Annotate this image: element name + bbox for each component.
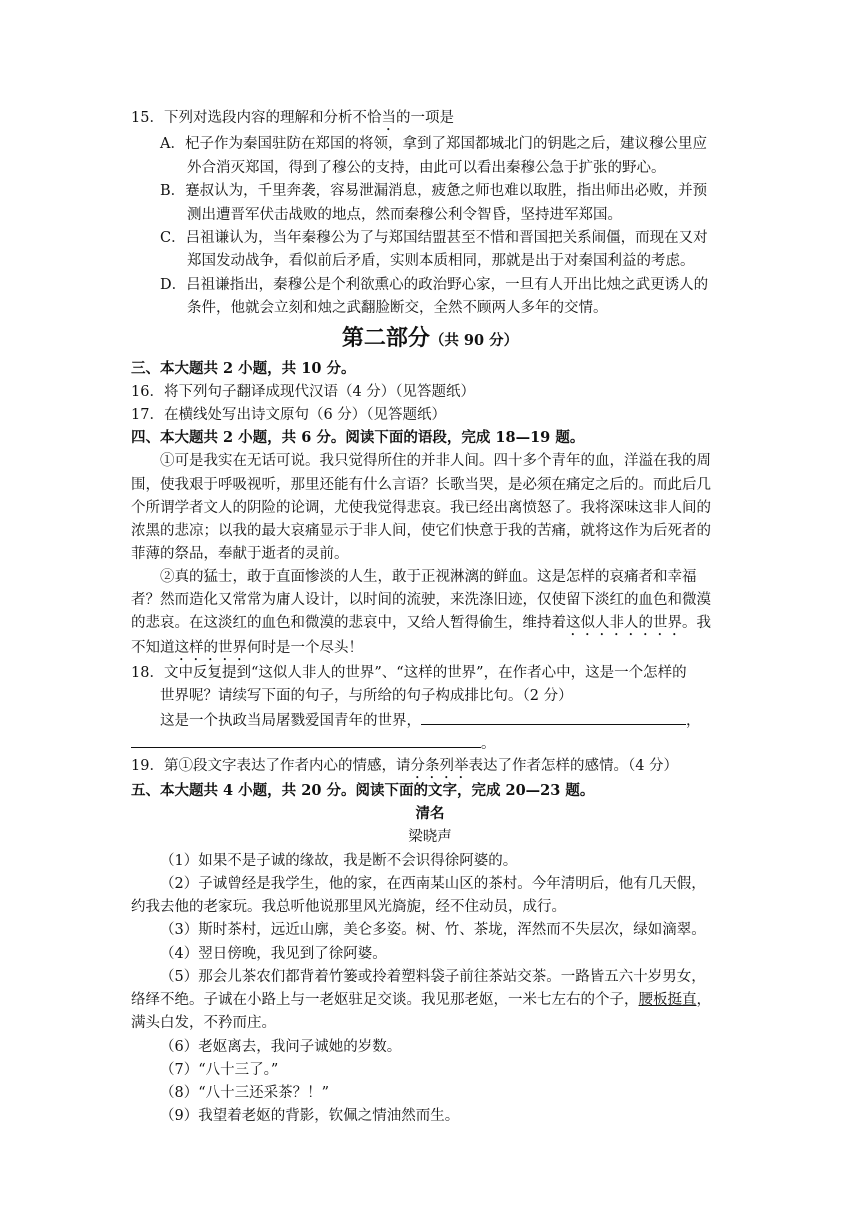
passage-p1-line2: 围，使我艰于呼吸视听，那里还能有什么言语？长歌当哭，是必须在痛定之后的。而此后几 [131, 477, 711, 493]
passage-p2-line4-end: 何时是一个尽头！ [247, 640, 363, 656]
q18-line1: 18．文中反复提到“这似人非人的世界”、“这样的世界”，在作者心中，这是一个怎样的 [131, 665, 687, 681]
passage-p1-line4: 浓黑的悲凉；以我的最大哀痛显示于非人间，使它们快意于我的苦痛，就将这作为后死者的 [131, 523, 711, 539]
story-para-5-line2-end: ， [696, 992, 711, 1008]
story-para-3: （3）斯时茶村，远近山廓，美仑多姿。树、竹、茶垅，浑然而不失层次，绿如滴翠。 [160, 922, 706, 938]
q17-text: 17．在横线处写出诗文原句（6 分）（见答题纸） [131, 407, 447, 423]
q15-option-b-line2: 测出遭晋军伏击战败的地点，然而秦穆公利令智昏，坚持进军郑国。 [187, 207, 622, 223]
story-para-6: （6）老妪离去，我问子诚她的岁数。 [160, 1039, 402, 1055]
q15-option-c-line1: C．吕祖谦认为，当年秦穆公为了与郑国结盟甚至不惜和晋国把关系闹僵，而现在又对 [160, 230, 708, 246]
story-para-2-line1: （2）子诚曾经是我学生，他的家，在西南某山区的茶村。今年清明后，他有几天假， [160, 876, 706, 892]
story-para-5-line2 [131, 990, 711, 1010]
q19-text-end: 表达了作者怎样的感情。（4 分） [468, 758, 679, 774]
passage-p2-line3-text: 的悲哀。在这淡红的血色和微漠的悲哀中，又给人暂得偷生，维持着 [131, 615, 566, 631]
section5-heading: 五、本大题共 4 小题，共 20 分。阅读下面的文字，完成 20—23 题。 [131, 782, 595, 799]
part2-title: 第二部分 [341, 325, 430, 351]
q18-line4 [131, 733, 496, 754]
passage-p2-emphasis-1: 这似人非人的世界 [566, 615, 682, 631]
passage-p1-line1: ①可是我实在无话可说。我只觉得所住的并非人间。四十多个青年的血，洋溢在我的周 [160, 453, 711, 469]
q18-period: 。 [481, 736, 496, 752]
q18-given-sentence: 这是一个执政当局屠戮爱国青年的世界， [160, 713, 421, 729]
part2-score: （共 90 分） [429, 332, 519, 349]
passage-p2-line1: ②真的猛士，敢于直面惨淡的人生，敢于正视淋漓的鲜血。这是怎样的哀痛者和幸福 [160, 569, 697, 585]
q19-emphasis: 分条列举 [410, 758, 469, 774]
q15-stem-emphasis: 当 [381, 110, 396, 126]
story-para-2-line2: 约我去他的老家玩。我总听他说那里风光旖旎，经不住动员，成行。 [131, 899, 566, 915]
story-para-8: （8）“八十三还采茶？！” [160, 1085, 330, 1101]
q18-answer-blank-2[interactable] [131, 733, 481, 748]
passage-p2-line4-text: 不知道 [131, 640, 175, 656]
passage-p2-line2: 者？然而造化又常常为庸人设计，以时间的流驶，来洗涤旧迹，仅使留下淡红的血色和微漠 [131, 592, 711, 608]
q15-stem-text: 15．下列对选段内容的理解和分析不恰 [131, 110, 382, 126]
q18-line2: 世界呢？请续写下面的句子，与所给的句子构成排比句。（2 分） [160, 688, 573, 704]
q15-stem [131, 108, 454, 134]
q19-text [131, 756, 678, 782]
passage-p2-line4 [131, 638, 363, 664]
passage-p2-line3 [131, 613, 711, 639]
story-para-9: （9）我望着老妪的背影，钦佩之情油然而生。 [160, 1108, 460, 1124]
passage-p2-line3-end: 。我 [682, 615, 711, 631]
story-underlined-phrase: 腰板挺直 [638, 992, 697, 1008]
q15-option-a-line1: A．杞子作为秦国驻防在郑国的将领，拿到了郑国都城北门的钥匙之后，建议穆公里应 [160, 136, 707, 152]
story-para-5-line1: （5）那会儿茶农们都背着竹篓或拎着塑料袋子前往茶站交茶。一路皆五六十岁男女， [160, 969, 706, 985]
passage-p1-line5: 菲薄的祭品，奉献于逝者的灵前。 [131, 546, 349, 562]
q18-comma: ， [686, 713, 701, 729]
section4-heading: 四、本大题共 2 小题，共 6 分。阅读下面的语段，完成 18—19 题。 [131, 429, 585, 446]
q15-option-c-line2: 郑国发动战争，看似前后矛盾，实则本质相同，那就是出于对秦国利益的考虑。 [187, 253, 695, 269]
q15-stem-text-end: 的一项是 [395, 110, 454, 126]
story-para-1: （1）如果不是子诚的缘故，我是断不会识得徐阿婆的。 [160, 853, 518, 869]
story-para-4: （4）翌日傍晚，我见到了徐阿婆。 [160, 946, 387, 962]
passage-p1-line3: 个所谓学者文人的阴险的论调，尤使我觉得悲哀。我已经出离愤怒了。我将深味这非人间的 [131, 500, 711, 516]
story-para-5-line3: 满头白发，不矜而庄。 [131, 1015, 276, 1031]
q15-option-d-line1: D．吕祖谦指出，秦穆公是个利欲熏心的政治野心家，一旦有人开出比烛之武更诱人的 [160, 277, 709, 293]
q15-option-a-line2: 外合消灭郑国，得到了穆公的支持，由此可以看出秦穆公急于扩张的野心。 [187, 160, 666, 176]
story-para-5-line2-text: 络绎不绝。子诚在小路上与一老妪驻足交谈。我见那老妪，一米七左右的个子， [131, 992, 639, 1008]
story-title: 清名 [415, 805, 445, 822]
story-para-7: （7）“八十三了。” [160, 1062, 279, 1078]
q16-text: 16．将下列句子翻译成现代汉语（4 分）（见答题纸） [131, 384, 476, 400]
story-author: 梁晓声 [408, 829, 452, 845]
part2-heading [0, 324, 860, 355]
q19-text-start: 19．第①段文字表达了作者内心的情感，请 [131, 758, 411, 774]
q15-option-b-line1: B．蹇叔认为，千里奔袭，容易泄漏消息，疲惫之师也难以取胜，指出师出必败，并预 [160, 183, 708, 199]
q15-option-d-line2: 条件，他就会立刻和烛之武翻脸断交，全然不顾两人多年的交情。 [187, 300, 608, 316]
section3-heading: 三、本大题共 2 小题，共 10 分。 [131, 360, 356, 377]
q18-answer-blank-1[interactable] [421, 710, 686, 725]
q18-line3 [160, 710, 701, 731]
passage-p2-emphasis-2: 这样的世界 [174, 640, 247, 656]
